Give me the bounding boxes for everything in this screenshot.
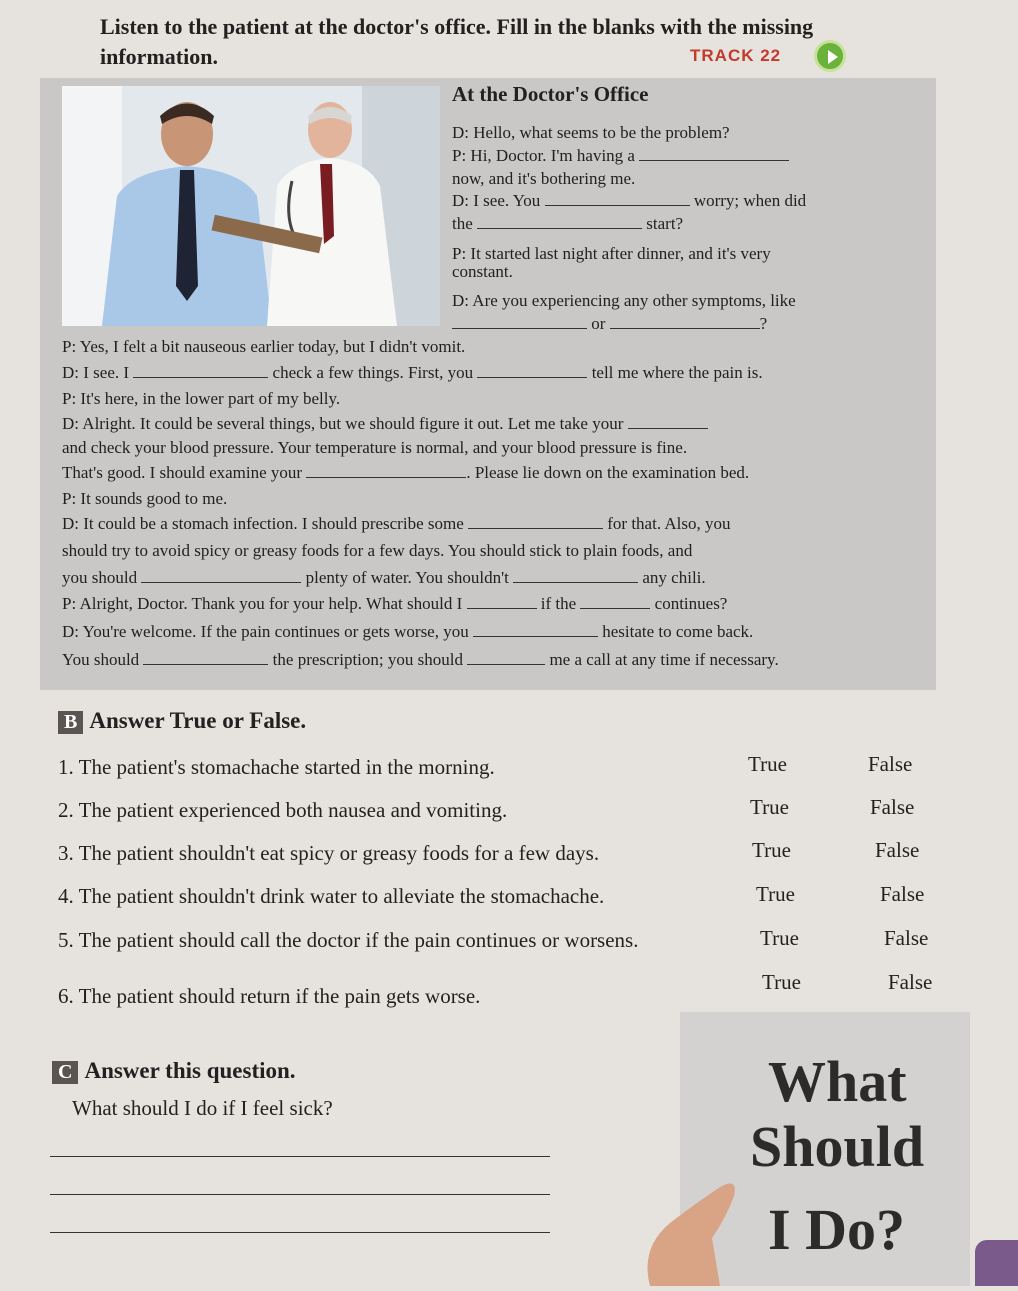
answer-blank[interactable] [141,581,301,583]
false-option[interactable]: False [870,795,915,819]
answer-blank[interactable] [545,204,690,206]
tf-question: 1. The patient's stomachache started in the morning. [58,755,495,779]
dialogue-line: P: Hi, Doctor. I'm having a [452,145,789,167]
answer-blank[interactable] [473,635,598,637]
true-option[interactable]: True [750,795,789,819]
tf-question: 3. The patient shouldn't eat spicy or greasy foods for a few days. [58,841,600,865]
section-letter: B [58,711,83,734]
false-option[interactable]: False [888,970,933,994]
answer-blank[interactable] [452,327,587,329]
answer-blank[interactable] [467,663,545,665]
doctor-patient-photo [62,86,440,326]
true-option[interactable]: True [756,882,795,906]
false-option[interactable]: False [880,882,925,906]
answer-blank[interactable] [477,227,642,229]
dialogue-title: At the Doctor's Office [452,82,649,106]
answer-blank[interactable] [580,607,650,609]
card-text: What [768,1049,907,1114]
answer-blank[interactable] [639,159,789,161]
answer-blank[interactable] [513,581,638,583]
question-text: What should I do if I feel sick? [72,1096,333,1120]
corner-decoration [975,1240,1018,1286]
dialogue-line: D: Hello, what seems to be the problem? [452,123,730,142]
instructions: Listen to the patient at the doctor's office. Fill in the blanks with the missing information. [100,14,814,69]
dialogue-line: P: Alright, Doctor. Thank you for your help. What should I if the continues? [62,594,728,613]
section-c-heading: C Answer this question. [52,1058,296,1084]
answer-blank[interactable] [467,607,537,609]
dialogue-line: D: I see. I check a few things. First, you tell me where the pain is. [62,363,763,382]
answer-line[interactable] [50,1194,550,1195]
false-option[interactable]: False [875,838,920,862]
true-option[interactable]: True [748,752,787,776]
dialogue-line: D: Alright. It could be several things, but we should figure it out. Let me take your [62,413,708,435]
tf-question: 4. The patient shouldn't drink water to alleviate the stomachache. [58,884,605,908]
false-option[interactable]: False [884,926,929,950]
section-letter: C [52,1061,78,1084]
answer-blank[interactable] [306,476,466,478]
dialogue-line: should try to avoid spicy or greasy foods for a few days. You should stick to plain foods, and [62,541,693,560]
dialogue-line: That's good. I should examine your . Please lie down on the examination bed. [62,463,750,482]
dialogue-line: the start? [452,214,684,233]
dialogue-line: P: It sounds good to me. [62,489,228,508]
dialogue-line: you should plenty of water. You shouldn't any chili. [62,568,706,587]
tf-question: 6. The patient should return if the pain gets worse. [58,984,481,1008]
dialogue-line: now, and it's bothering me. [452,169,636,188]
section-b-heading: B Answer True or False. [58,708,306,734]
answer-blank[interactable] [143,663,268,665]
track-label: TRACK 22 [690,46,782,65]
dialogue-line: D: I see. You worry; when did [452,191,807,210]
dialogue-line: and check your blood pressure. Your temperature is normal, and your blood pressure is fine. [62,438,688,457]
dialogue-line: P: It started last night after dinner, and it's very [452,244,771,263]
answer-blank[interactable] [628,427,708,429]
answer-line[interactable] [50,1156,550,1157]
answer-blank[interactable] [468,527,603,529]
true-option[interactable]: True [762,970,801,994]
dialogue-line: constant. [452,262,513,281]
dialogue-line: P: Yes, I felt a bit nauseous earlier today, but I didn't vomit. [62,337,466,356]
answer-blank[interactable] [610,327,760,329]
dialogue-line: D: It could be a stomach infection. I should prescribe some for that. Also, you [62,514,731,533]
dialogue-line: D: You're welcome. If the pain continues or gets worse, you hesitate to come back. [62,622,754,641]
play-audio-button[interactable] [814,40,846,72]
dialogue-line: D: Are you experiencing any other symptoms, like [452,291,796,310]
true-option[interactable]: True [760,926,799,950]
answer-line[interactable] [50,1232,550,1233]
dialogue-line: P: It's here, in the lower part of my belly. [62,389,341,408]
card-text: Should [750,1114,925,1179]
dialogue-line: or ? [452,313,767,335]
card-text: I Do? [768,1197,905,1262]
false-option[interactable]: False [868,752,913,776]
tf-question: 2. The patient experienced both nausea and vomiting. [58,798,508,822]
tf-question: 5. The patient should call the doctor if the pain continues or worsens. [58,928,639,952]
answer-blank[interactable] [477,376,587,378]
dialogue-line: You should the prescription; you should me a call at any time if necessary. [62,650,779,669]
true-option[interactable]: True [752,838,791,862]
hand-image [630,1178,740,1286]
answer-blank[interactable] [133,376,268,378]
